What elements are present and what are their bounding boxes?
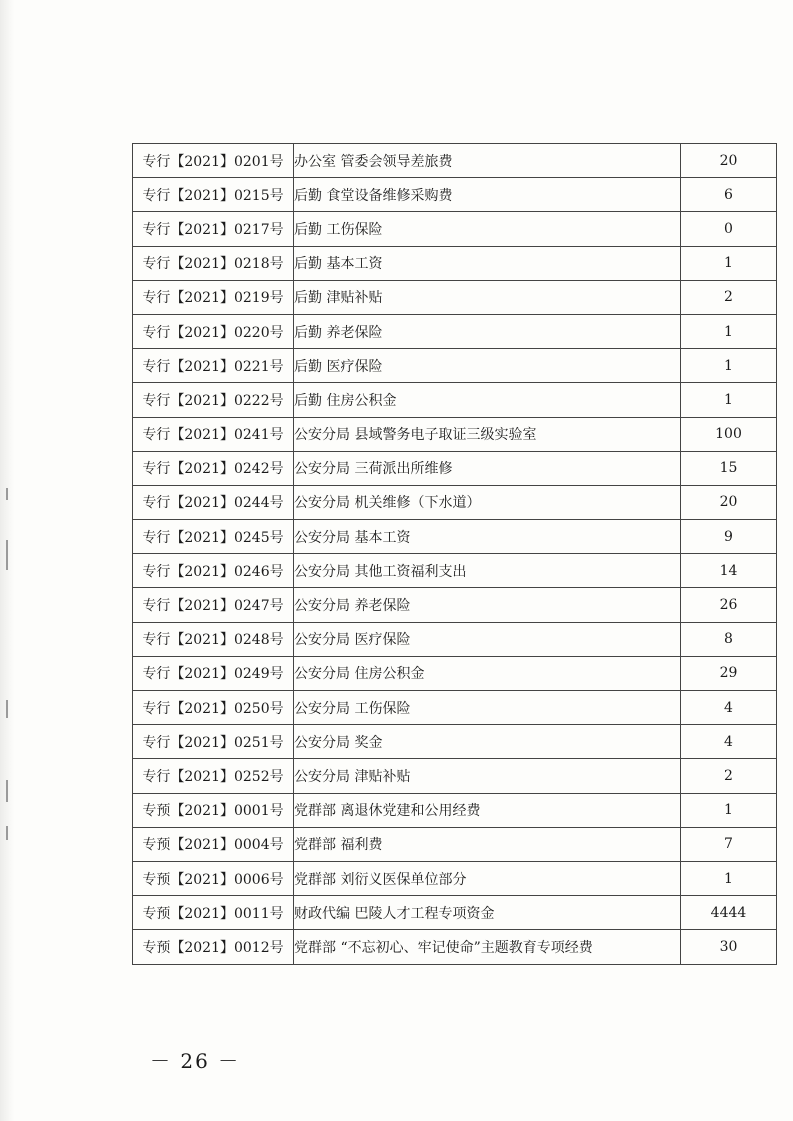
amount-cell: 1 [681,861,777,895]
item-description-cell: 办公室 管委会领导差旅费 [294,144,681,178]
amount-cell: 1 [681,314,777,348]
item-description-cell: 党群部 福利费 [294,827,681,861]
document-number-cell: 专行【2021】0241号 [133,417,294,451]
amount-cell: 4 [681,691,777,725]
table-row [133,246,777,280]
document-number-cell: 专行【2021】0249号 [133,656,294,690]
table-row [133,691,777,725]
table-row [133,656,777,690]
page-number: － 26 － [150,1049,241,1073]
amount-cell: 1 [681,793,777,827]
table-row [133,622,777,656]
document-number-cell: 专行【2021】0220号 [133,314,294,348]
amount-cell: 1 [681,349,777,383]
item-description-cell: 党群部 “不忘初心、牢记使命”主题教育专项经费 [294,930,681,964]
item-description-cell: 公安分局 机关维修（下水道） [294,485,681,519]
amount-cell: 9 [681,520,777,554]
table-row [133,178,777,212]
table-row [133,485,777,519]
document-number-cell: 专行【2021】0251号 [133,725,294,759]
amount-cell: 7 [681,827,777,861]
document-number-cell: 专行【2021】0244号 [133,485,294,519]
document-number-cell: 专行【2021】0219号 [133,280,294,314]
amount-cell: 1 [681,246,777,280]
amount-cell: 6 [681,178,777,212]
item-description-cell: 公安分局 津贴补贴 [294,759,681,793]
item-description-cell: 公安分局 奖金 [294,725,681,759]
document-number-cell: 专行【2021】0247号 [133,588,294,622]
item-description-cell: 公安分局 住房公积金 [294,656,681,690]
item-description-cell: 后勤 基本工资 [294,246,681,280]
table-row [133,725,777,759]
document-number-cell: 专预【2021】0001号 [133,793,294,827]
amount-cell: 1 [681,383,777,417]
item-description-cell: 后勤 住房公积金 [294,383,681,417]
item-description-cell: 公安分局 工伤保险 [294,691,681,725]
table-row [133,520,777,554]
item-description-cell: 公安分局 其他工资福利支出 [294,554,681,588]
table-row [133,349,777,383]
amount-cell: 26 [681,588,777,622]
table-row [133,280,777,314]
item-description-cell: 财政代编 巴陵人才工程专项资金 [294,896,681,930]
item-description-cell: 后勤 工伤保险 [294,212,681,246]
amount-cell: 14 [681,554,777,588]
amount-cell: 4444 [681,896,777,930]
document-number-cell: 专行【2021】0218号 [133,246,294,280]
document-number-cell: 专行【2021】0222号 [133,383,294,417]
amount-cell: 29 [681,656,777,690]
table-row [133,588,777,622]
document-number-cell: 专行【2021】0252号 [133,759,294,793]
scan-mark [6,700,8,718]
document-number-cell: 专行【2021】0221号 [133,349,294,383]
item-description-cell: 公安分局 养老保险 [294,588,681,622]
item-description-cell: 公安分局 三荷派出所维修 [294,451,681,485]
table-row [133,759,777,793]
document-number-cell: 专行【2021】0245号 [133,520,294,554]
document-number-cell: 专预【2021】0004号 [133,827,294,861]
document-number-cell: 专行【2021】0217号 [133,212,294,246]
scan-mark [6,540,8,570]
item-description-cell: 党群部 刘衍义医保单位部分 [294,861,681,895]
budget-items-table [132,143,777,965]
item-description-cell: 后勤 食堂设备维修采购费 [294,178,681,212]
document-number-cell: 专行【2021】0246号 [133,554,294,588]
document-number-cell: 专预【2021】0006号 [133,861,294,895]
document-number-cell: 专行【2021】0250号 [133,691,294,725]
document-number-cell: 专预【2021】0011号 [133,896,294,930]
table-row [133,827,777,861]
table-row [133,554,777,588]
table-row [133,212,777,246]
document-number-cell: 专预【2021】0012号 [133,930,294,964]
amount-cell: 0 [681,212,777,246]
item-description-cell: 公安分局 县域警务电子取证三级实验室 [294,417,681,451]
amount-cell: 2 [681,759,777,793]
document-number-cell: 专行【2021】0215号 [133,178,294,212]
table-row [133,383,777,417]
amount-cell: 4 [681,725,777,759]
table-row [133,144,777,178]
document-number-cell: 专行【2021】0201号 [133,144,294,178]
amount-cell: 20 [681,144,777,178]
item-description-cell: 公安分局 医疗保险 [294,622,681,656]
scan-mark [6,826,8,840]
table-row [133,314,777,348]
amount-cell: 8 [681,622,777,656]
document-number-cell: 专行【2021】0242号 [133,451,294,485]
item-description-cell: 公安分局 基本工资 [294,520,681,554]
table-row [133,451,777,485]
table-row [133,793,777,827]
table-row [133,417,777,451]
amount-cell: 100 [681,417,777,451]
table-row [133,861,777,895]
table-row [133,896,777,930]
item-description-cell: 后勤 医疗保险 [294,349,681,383]
scan-mark [6,780,8,802]
item-description-cell: 后勤 养老保险 [294,314,681,348]
table-body [133,144,777,965]
amount-cell: 15 [681,451,777,485]
amount-cell: 30 [681,930,777,964]
amount-cell: 2 [681,280,777,314]
item-description-cell: 党群部 离退休党建和公用经费 [294,793,681,827]
item-description-cell: 后勤 津贴补贴 [294,280,681,314]
table-row [133,930,777,964]
document-number-cell: 专行【2021】0248号 [133,622,294,656]
amount-cell: 20 [681,485,777,519]
scan-mark [6,488,8,500]
